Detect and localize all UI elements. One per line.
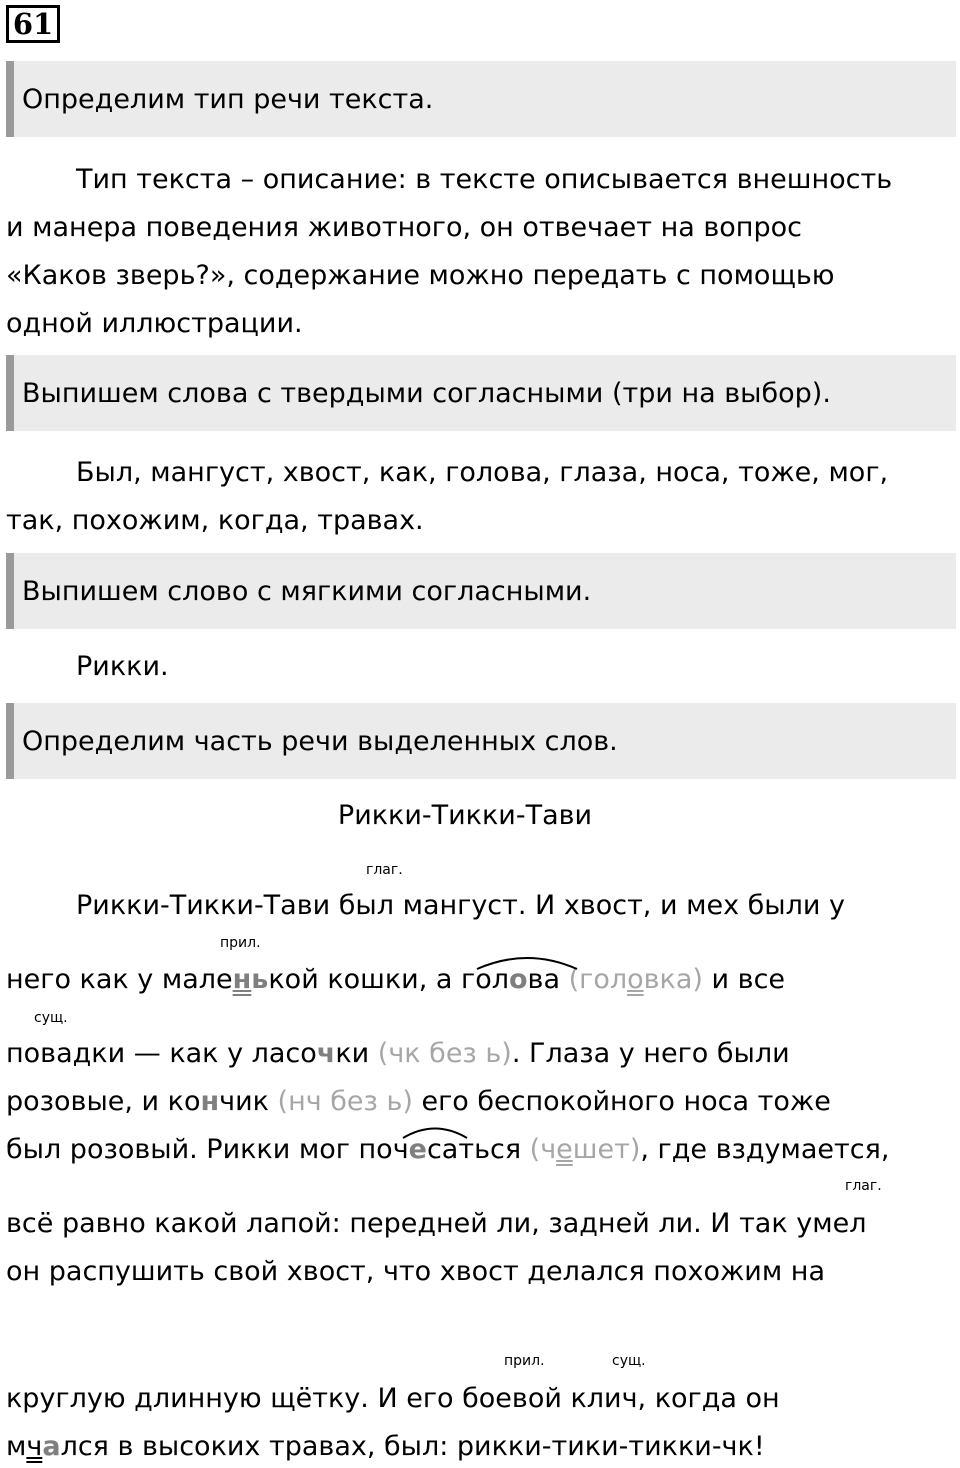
answer-speech-type	[6, 156, 926, 348]
root-arc-mark	[400, 1124, 470, 1140]
highlighted-letter: н	[200, 1086, 220, 1117]
text-segment: , где вздумается,	[640, 1134, 890, 1165]
answer-line: и манера поведения животного, он отвечает на вопрос	[6, 212, 802, 243]
text-segment: и все	[702, 964, 786, 995]
story-line: всё равно какой лапой: передней ли, задней ли. И так умел	[6, 1208, 867, 1239]
story-line: круглую длинную щётку. И его боевой клич, когда он	[6, 1383, 780, 1414]
task-text: Выпишем слова с твердыми согласными (три на выбор).	[22, 377, 831, 409]
root-arc-mark	[474, 953, 580, 971]
text-segment: . Глаза у него были	[511, 1038, 790, 1069]
task-heading-parts-of-speech	[6, 703, 956, 779]
text-segment: был розовый. Рикки мог поч	[6, 1134, 409, 1165]
story-line: он распушить свой хвост, что хвост делался похожим на	[6, 1256, 825, 1287]
text-segment: кой кошки, а гол	[268, 964, 509, 995]
text-segment: повадки — как у ласо	[6, 1038, 317, 1069]
check-vowel: е	[556, 1134, 573, 1165]
answer-line: так, похожим, когда, травах.	[6, 505, 424, 536]
story-title: Рикки-Тикки-Тави	[337, 800, 593, 831]
answer-line: Рикки.	[76, 651, 169, 682]
text-segment: саться	[426, 1134, 530, 1165]
answer-line: одной иллюстрации.	[6, 308, 303, 339]
task-text: Выпишем слово с мягкими согласными.	[22, 575, 592, 607]
stressed-vowel: а	[42, 1431, 61, 1462]
answer-hard-consonants	[6, 449, 926, 545]
text-segment: его беспокойного носа тоже	[412, 1086, 831, 1117]
answer-soft-consonants	[6, 647, 926, 687]
story-line	[6, 1432, 765, 1462]
text-segment: него как у мале	[6, 964, 233, 995]
highlighted-letter: ч	[316, 1038, 336, 1069]
answer-line: Тип текста – описание: в тексте описывается внешность	[76, 164, 893, 195]
exercise-number: 61	[6, 5, 60, 43]
story-line: Рикки-Тикки-Тави был мангуст. И хвост, и мех были у	[76, 890, 845, 921]
story-line	[6, 1039, 790, 1069]
annotation-adjective: прил.	[220, 935, 261, 951]
rule-note: (нч без ь)	[277, 1086, 413, 1117]
answer-line: «Каков зверь?», содержание можно передать с помощью	[6, 260, 835, 291]
task-heading-speech-type	[6, 61, 956, 137]
text-segment: лся в высоких травах, был: рикки-тики-тикки-чк!	[60, 1431, 765, 1462]
check-word: вка)	[643, 964, 703, 995]
check-word: (ч	[529, 1134, 557, 1165]
annotation-verb: глаг.	[366, 862, 403, 878]
highlighted-letter: ь	[251, 964, 269, 995]
answer-line: Был, мангуст, хвост, как, голова, глаза, носа, тоже, мог,	[76, 457, 889, 488]
annotation-adjective: прил.	[504, 1353, 545, 1369]
text-segment: м	[6, 1431, 27, 1462]
check-vowel: о	[627, 964, 644, 995]
story-line	[6, 965, 785, 995]
story-line	[6, 1087, 831, 1117]
task-heading-hard-consonants	[6, 355, 956, 431]
annotation-noun: сущ.	[34, 1010, 68, 1026]
highlighted-letter: н	[232, 964, 252, 995]
text-segment: чик	[219, 1086, 278, 1117]
stressed-vowel: о	[508, 964, 528, 995]
task-text: Определим тип речи текста.	[22, 83, 434, 115]
annotation-verb: глаг.	[845, 1178, 882, 1194]
check-word: (гол	[568, 964, 628, 995]
text-segment: розовые, и ко	[6, 1086, 201, 1117]
annotation-noun: сущ.	[612, 1353, 646, 1369]
task-text: Определим часть речи выделенных слов.	[22, 725, 618, 757]
text-segment: ки	[335, 1038, 378, 1069]
highlighted-letter: ч	[26, 1431, 43, 1462]
task-heading-soft-consonants	[6, 553, 956, 629]
text-segment: ва	[527, 964, 569, 995]
stressed-vowel: е	[408, 1134, 427, 1165]
check-word: шет)	[572, 1134, 641, 1165]
rule-note: (чк без ь)	[377, 1038, 512, 1069]
